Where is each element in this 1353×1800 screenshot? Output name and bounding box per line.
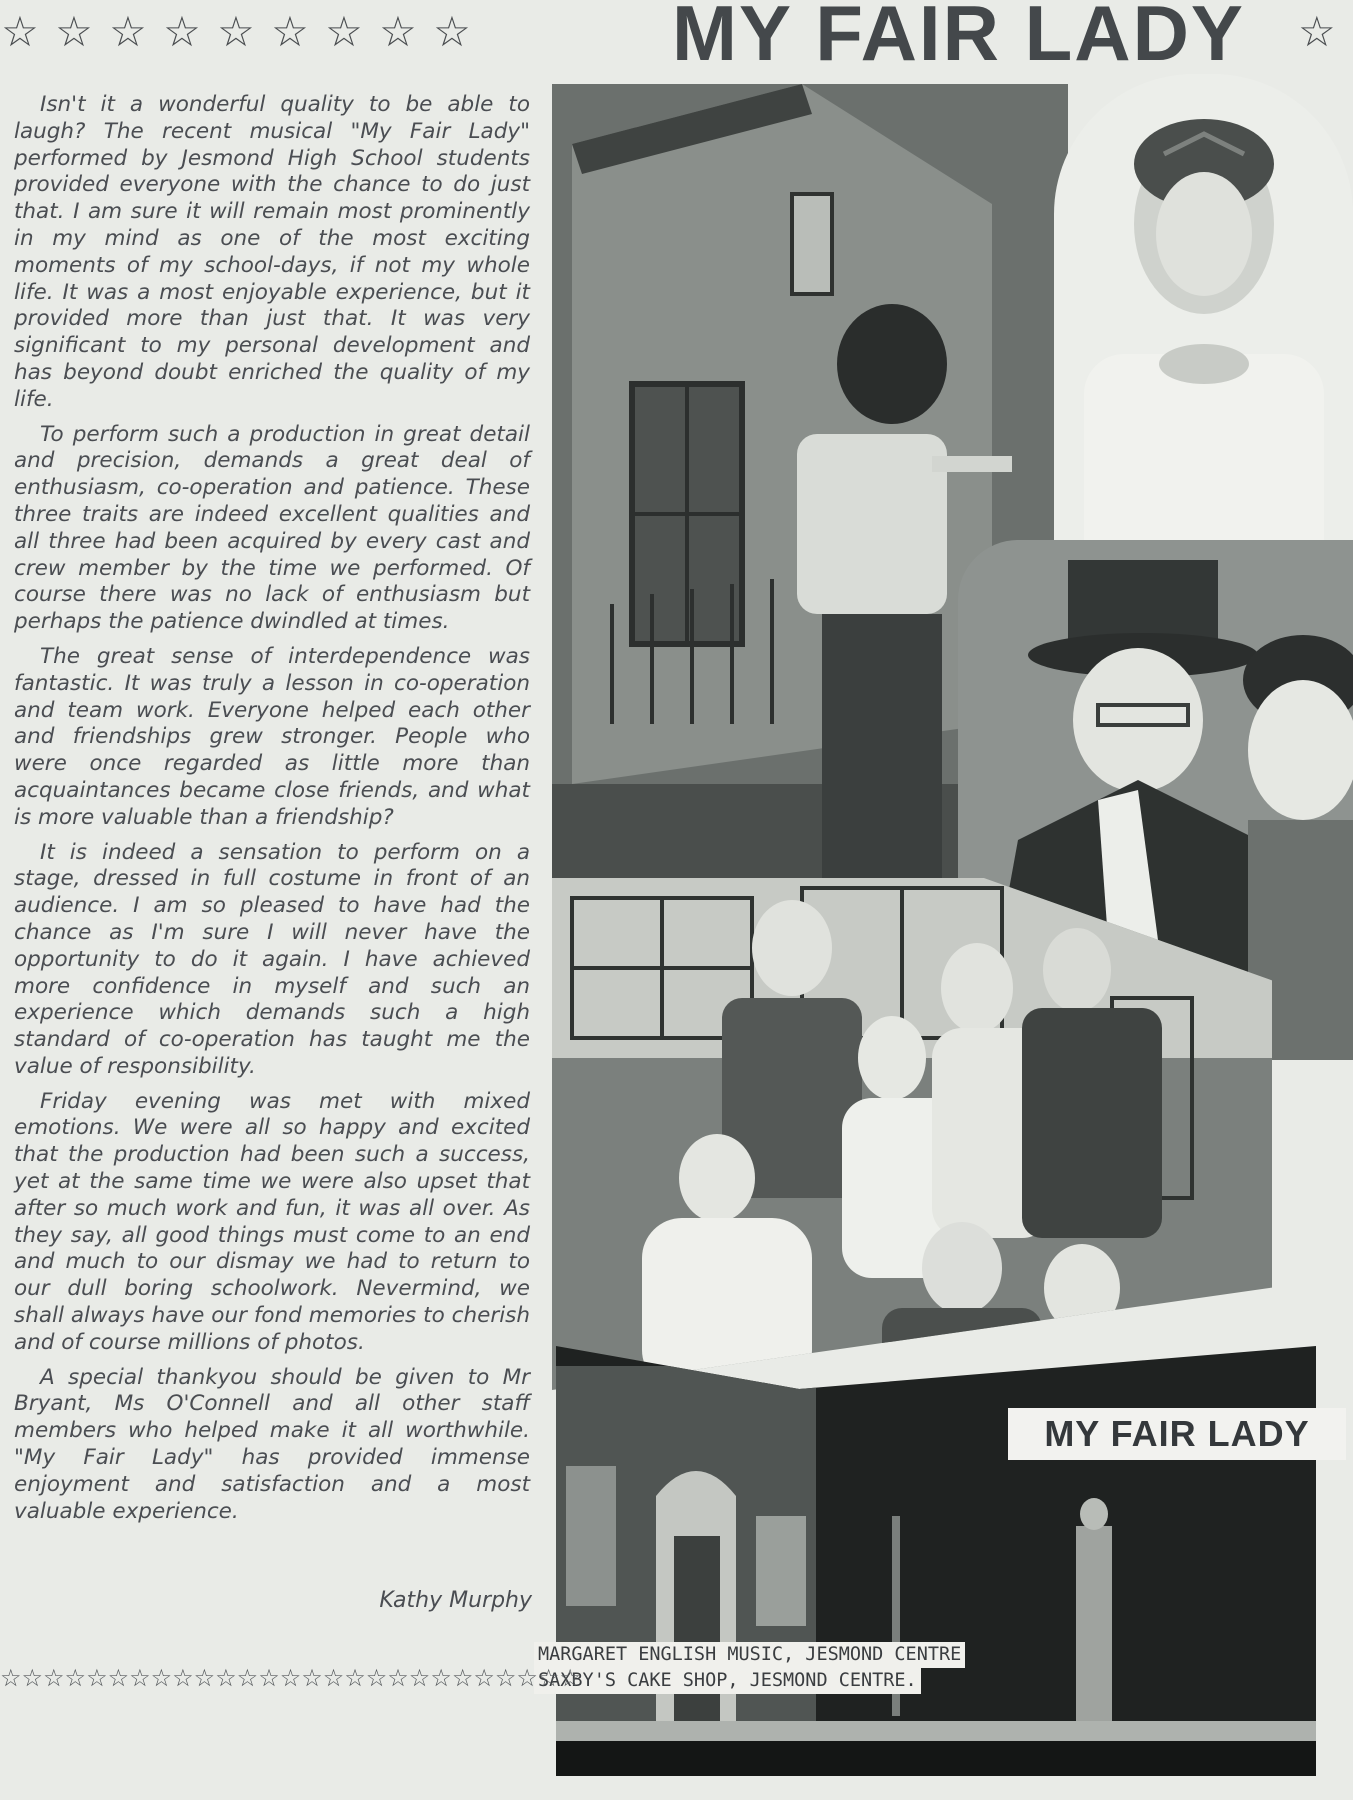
photo-caption: MY FAIR LADY xyxy=(1008,1408,1346,1460)
photo-cast-group xyxy=(552,878,1272,1390)
page-title: MY FAIR LADY xyxy=(672,0,1245,77)
article-body xyxy=(14,92,530,1533)
sponsor-line: SAXBY'S CAKE SHOP, JESMOND CENTRE. xyxy=(534,1668,921,1694)
sponsor-line: MARGARET ENGLISH MUSIC, JESMOND CENTRE xyxy=(534,1642,965,1668)
star-icon: ☆ xyxy=(217,7,269,56)
star-icon: ☆ xyxy=(1,7,53,56)
author-byline: Kathy Murphy xyxy=(379,1588,532,1613)
star-icon: ☆ xyxy=(379,7,431,56)
footer-stars: ☆☆☆☆☆☆☆☆☆☆☆☆☆☆☆☆☆☆☆☆☆☆☆☆☆☆☆ xyxy=(0,1664,581,1692)
star-icon: ☆ xyxy=(163,7,215,56)
star-icon: ☆ xyxy=(433,7,485,56)
star-icon: ☆ xyxy=(109,7,161,56)
star-icon: ☆ xyxy=(271,7,323,56)
sponsor-credits xyxy=(534,1642,965,1694)
article-paragraph: To perform such a production in great detail and precision, demands a great deal of enthusiasm, co-operation and patience. These three traits are indeed excellent qualities and all three had been acquired by every cast and crew member by the time we performed. Of course there was no lack of enthusiasm but perhaps the patience dwindled at times. xyxy=(14,421,530,635)
article-paragraph: It is indeed a sensation to perform on a stage, dressed in full costume in front of an audience. I am so pleased to have had the chance as I'm sure I will never have the opportunity to do it again. I have achieved more confidence in myself and such an experience which demands such a high standard of co-operation has taught me the value of responsibility. xyxy=(14,839,530,1079)
star-icon: ☆ xyxy=(325,7,377,56)
article-paragraph: Friday evening was met with mixed emotions. We were all so happy and excited that the production had been such a success, yet at the same time we were also upset that after so much work and fun, it was all over. As they say, all good things must come to an end and much to our dismay we had to return to our dull boring schoolwork. Nevermind, we shall always have our fond memories to cherish and of course millions of photos. xyxy=(14,1088,530,1355)
header-stars xyxy=(0,0,486,64)
star-icon: ☆ xyxy=(1298,7,1336,56)
article-paragraph: A special thankyou should be given to Mr Bryant, Ms O'Connell and all other staff members who helped make it all worthwhile. "My Fair Lady" has provided immense enjoyment and satisfaction and a most valuable experience. xyxy=(14,1364,530,1524)
article-paragraph: The great sense of interdependence was fantastic. It was truly a lesson in co-operation and team work. Everyone helped each other and friendships grew stronger. People who were once regarded as little more than acquaintances became close friends, and what is more valuable than a friendship? xyxy=(14,643,530,830)
photo-eliza-tiara xyxy=(1054,74,1353,584)
article-paragraph: Isn't it a wonderful quality to be able to laugh? The recent musical "My Fair Lady" performed by Jesmond High School students provided everyone with the chance to do just that. I am sure it will remain most prominently in my mind as one of the most exciting moments of my school-days, if not my whole life. It was a most enjoyable experience, but it provided more than just that. It was very significant to my personal development and has beyond doubt enriched the quality of my life. xyxy=(14,92,530,412)
star-icon: ☆ xyxy=(55,7,107,56)
